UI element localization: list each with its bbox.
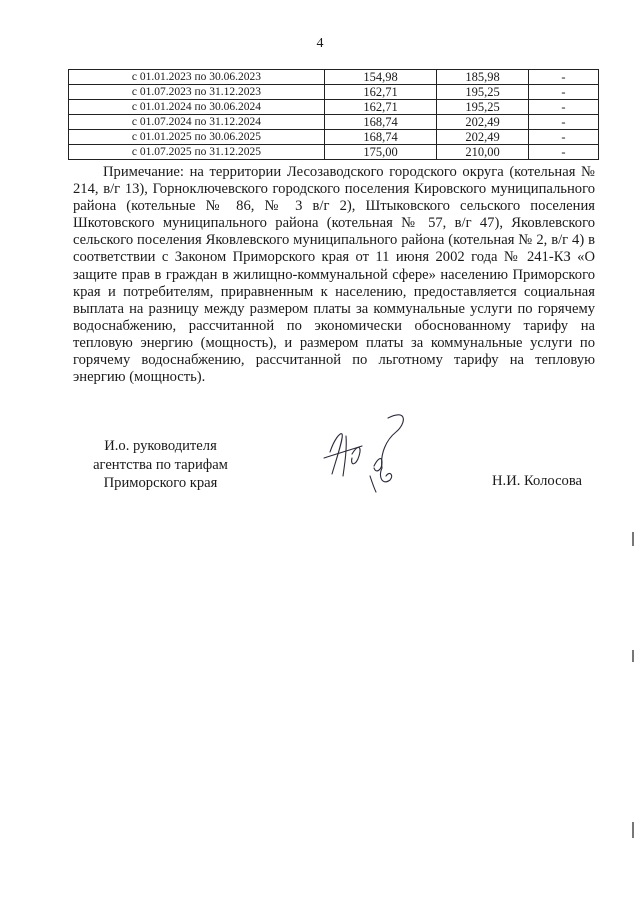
period-cell: с 01.01.2024 по 30.06.2024 [69, 100, 325, 115]
tariff-a-cell: 168,74 [325, 115, 437, 130]
tariff-b-cell: 195,25 [437, 100, 529, 115]
tariff-b-cell: 202,49 [437, 115, 529, 130]
tariff-c-cell: - [529, 85, 599, 100]
tariff-a-cell: 168,74 [325, 130, 437, 145]
tariff-b-cell: 185,98 [437, 70, 529, 85]
signer-title-line: агентства по тарифам [93, 456, 228, 473]
tariff-table-body [69, 70, 599, 160]
tariff-c-cell: - [529, 115, 599, 130]
tariff-a-cell: 175,00 [325, 145, 437, 160]
tariff-table [68, 69, 599, 160]
tariff-row [69, 145, 599, 160]
signer-title [78, 437, 243, 493]
scan-edge-mark [632, 650, 634, 662]
tariff-b-cell: 195,25 [437, 85, 529, 100]
tariff-c-cell: - [529, 100, 599, 115]
scan-edge-mark [632, 532, 634, 546]
handwritten-signature [316, 410, 416, 495]
tariff-a-cell: 162,71 [325, 85, 437, 100]
period-cell: с 01.07.2025 по 31.12.2025 [69, 145, 325, 160]
period-cell: с 01.01.2025 по 30.06.2025 [69, 130, 325, 145]
tariff-b-cell: 202,49 [437, 130, 529, 145]
tariff-row [69, 85, 599, 100]
period-cell: с 01.01.2023 по 30.06.2023 [69, 70, 325, 85]
tariff-row [69, 115, 599, 130]
tariff-row [69, 70, 599, 85]
period-cell: с 01.07.2024 по 31.12.2024 [69, 115, 325, 130]
signer-name: Н.И. Колосова [492, 473, 583, 489]
period-cell: с 01.07.2023 по 31.12.2023 [69, 85, 325, 100]
tariff-c-cell: - [529, 130, 599, 145]
page-number: 4 [316, 36, 324, 51]
tariff-row [69, 100, 599, 115]
tariff-c-cell: - [529, 145, 599, 160]
tariff-row [69, 130, 599, 145]
tariff-c-cell: - [529, 70, 599, 85]
tariff-b-cell: 210,00 [437, 145, 529, 160]
scan-edge-mark [632, 822, 634, 838]
signer-title-line: И.о. руководителя [104, 438, 217, 454]
note-paragraph: Примечание: на территории Лесозаводского городского округа (котельная № 214, в/г 13), Горноключевского городского поселения Кировского муниципального района (котельные № 86, № 3 в/г 2), Штыковского сельского поселения Шкотовского муниципального района (котельная № 57, в/г 47), Яковлевского сельского поселения Яковлевского муниципального района (котельная № 2, в/г 4) в соответствии с Законом Приморского края от 11 июня 2002 года № 241-КЗ «О защите прав в граждан в жилищно-коммунальной сфере» населению Приморского края и потребителям, приравненным к населению, предоставляется социальная выплата на разницу между размером платы за коммунальные услуги по горячему водоснабжению, рассчитанной по экономически обоснованному тарифу на тепловую энергию (мощность), и размером платы за коммунальные услуги по горячему водоснабжению, рассчитанной по льготному тарифу на тепловую энергию (мощность). [73, 164, 595, 386]
tariff-a-cell: 162,71 [325, 100, 437, 115]
tariff-a-cell: 154,98 [325, 70, 437, 85]
signer-title-line: Приморского края [103, 475, 218, 491]
